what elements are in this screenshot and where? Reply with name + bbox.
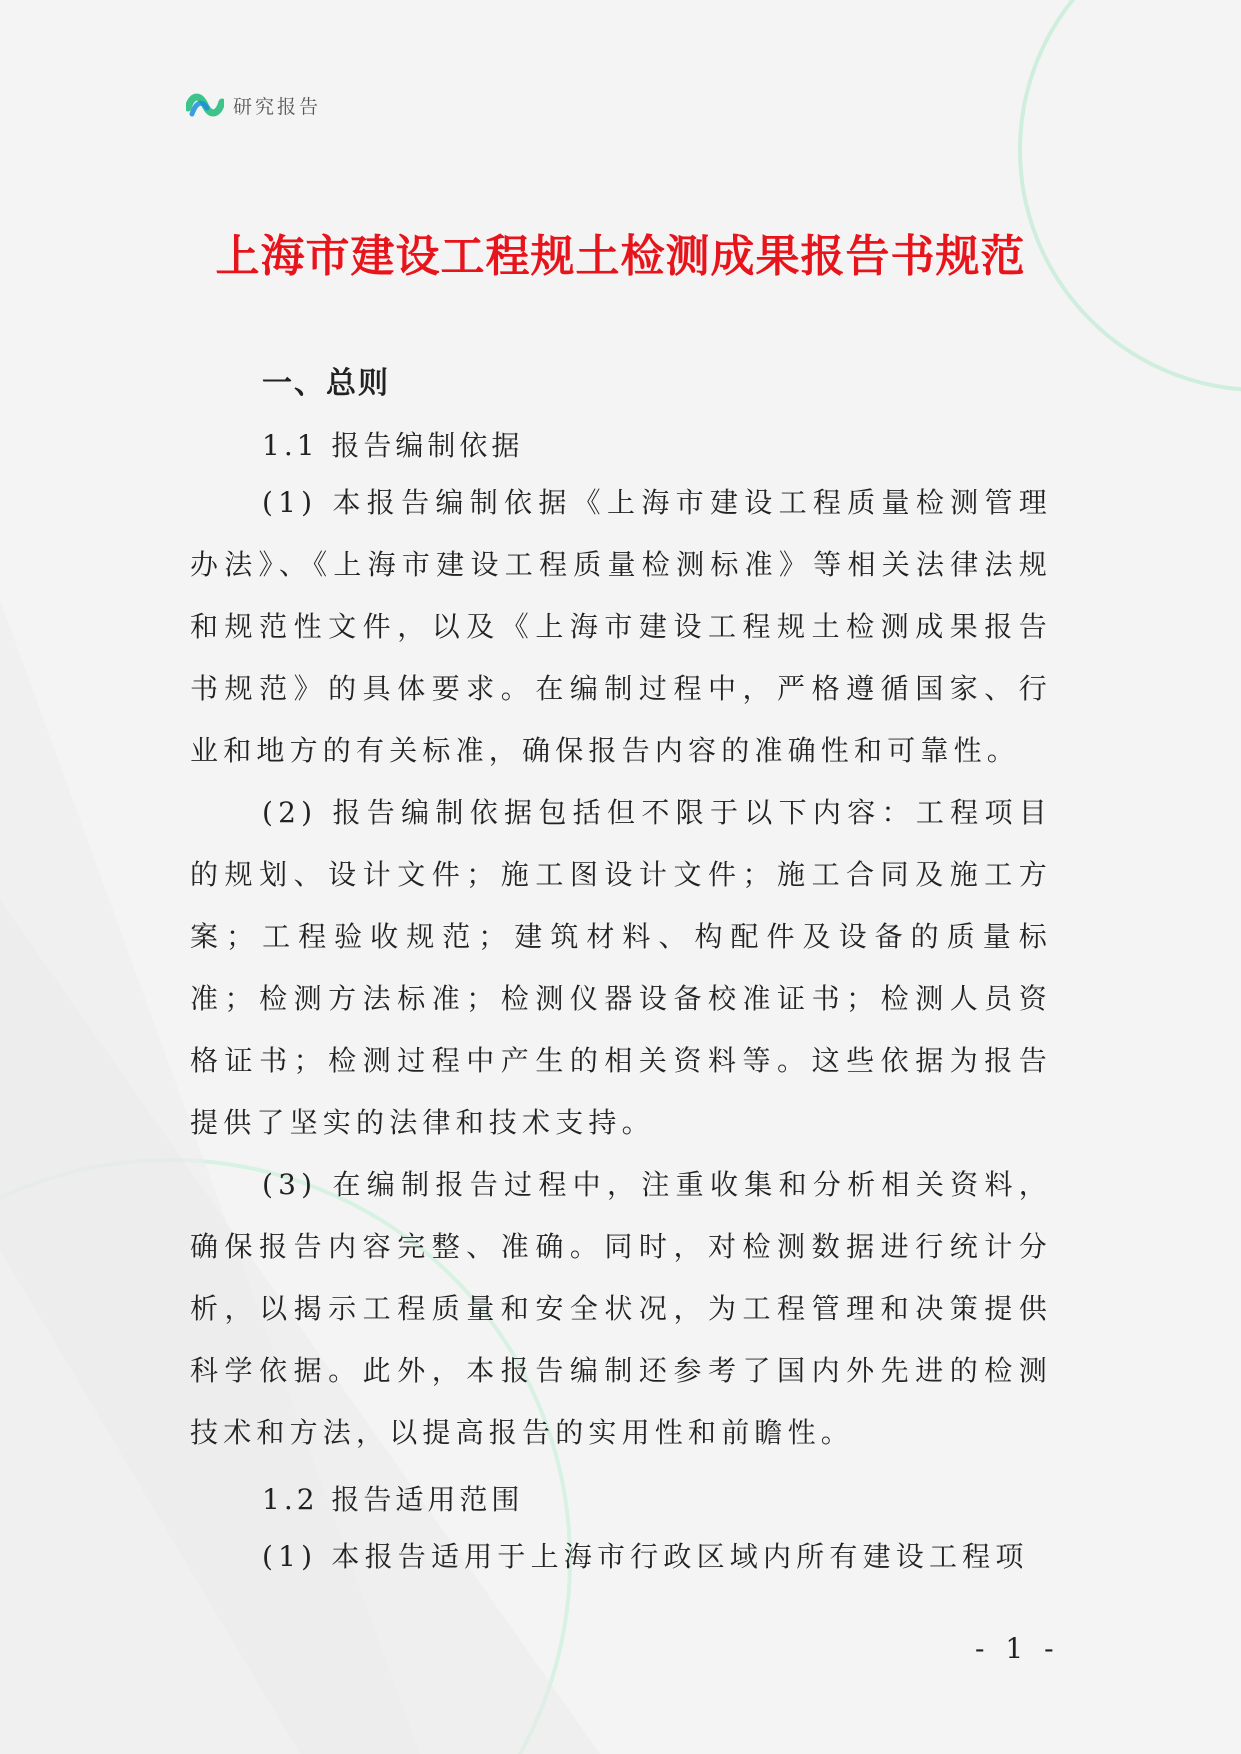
section-heading: 一、总则 [262, 366, 390, 401]
paragraph-1: (1) 本报告编制依据《上海市建设工程质量检测管理办法》、《上海市建设工程质量检测标准》等相关法律法规和规范性文件，以及《上海市建设工程规土检测成果报告书规范》的具体要求。在编制过程中，严格遵循国家、行业和地方的有关标准，确保报告内容的准确性和可靠性。 [190, 486, 1052, 767]
document-title: 上海市建设工程规土检测成果报告书规范 [215, 231, 1026, 282]
header-label: 研究报告 [233, 96, 322, 118]
page-number: - 1 - [975, 1632, 1060, 1665]
paragraph-3: (3) 在编制报告过程中，注重收集和分析相关资料，确保报告内容完整、准确。同时，对检测数据进行统计分析，以揭示工程质量和安全状况，为工程管理和决策提供科学依据。此外，本报告编制还参考了国内外先进的检测技术和方法，以提高报告的实用性和前瞻性。 [190, 1168, 1052, 1449]
paragraph-2: (2) 报告编制依据包括但不限于以下内容：工程项目的规划、设计文件；施工图设计文件；施工合同及施工方案；工程验收规范；建筑材料、构配件及设备的质量标准；检测方法标准；检测仪器设备校准证书；检测人员资格证书；检测过程中产生的相关资料等。这些依据为报告提供了坚实的法律和技术支持。 [190, 796, 1052, 1139]
subsection-heading-1-1: 1.1 报告编制依据 [262, 429, 524, 462]
paragraph-4: (1) 本报告适用于上海市行政区域内所有建设工程项 [262, 1540, 1029, 1573]
subsection-heading-1-2: 1.2 报告适用范围 [262, 1483, 524, 1516]
brand-logo-icon [186, 88, 224, 122]
